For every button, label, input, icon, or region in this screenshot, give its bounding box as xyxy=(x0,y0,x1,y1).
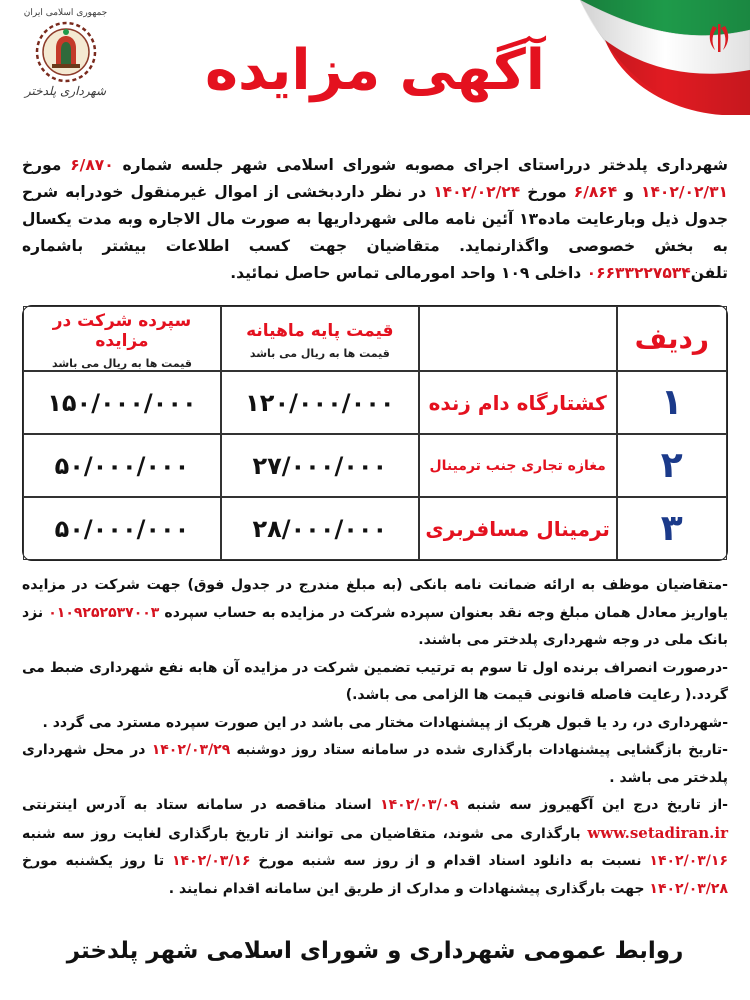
bank-account-number: ۰۱۰۹۲۵۲۵۳۷۰۰۳ xyxy=(48,604,160,621)
session-date-1: ۱۴۰۲/۰۲/۳۱ xyxy=(640,183,728,201)
row-number: ۳ xyxy=(617,497,727,560)
header-monthly-price: قیمت پایه ماهیانه قیمت ها به ریال می باشد xyxy=(221,306,419,371)
page-title: آگهی مزایده xyxy=(204,38,546,103)
setad-website-link[interactable]: www.setadiran.ir xyxy=(587,823,728,842)
municipality-emblem xyxy=(18,8,113,126)
row-deposit: ۱۵۰/۰۰۰/۰۰۰ xyxy=(23,371,221,434)
condition-item: -از تاریخ درج این آگهیروز سه شنبه ۱۴۰۲/۰۳/۰۹ اسناد مناقصه در سامانه ستاد به آدرس اینترنتی www.setadiran.ir بارگذاری می شوند، متقاضیان می توانند از تاریخ بارگذاری لغایت روز سه شنبه ۱۴۰۲/۰۳/۱۶ نسبت به دانلود اسناد اقدام و از روز سه شنبه مورخ ۱۴۰۲/۰۳/۱۶ تا روز یکشنبه مورخ ۱۴۰۲/۰۳/۲۸ جهت بارگذاری پیشنهادات و مدارک از طریق این سامانه اقدام نمایند . xyxy=(22,797,728,897)
header-deposit: سپرده شرکت در مزایده قیمت ها به ریال می باشد xyxy=(23,306,221,371)
row-deposit: ۵۰/۰۰۰/۰۰۰ xyxy=(23,434,221,497)
table-row xyxy=(23,371,727,434)
table-row xyxy=(23,434,727,497)
table-row xyxy=(23,497,727,560)
header-item-title xyxy=(419,306,617,371)
row-title: کشتارگاه دام زنده xyxy=(419,371,617,434)
condition-item: -شهرداری در، رد یا قبول هریک از پیشنهادات مختار می باشد در این صورت سپرده مسترد می گردد . xyxy=(42,714,728,731)
emblem-top-text: جمهوری اسلامی ایران xyxy=(23,8,108,18)
session-date-2: ۱۴۰۲/۰۲/۲۴ xyxy=(433,183,521,201)
row-number: ۱ xyxy=(617,371,727,434)
condition-item: -درصورت انصراف برنده اول تا سوم به ترتیب تضمین شرکت در مزایده آن هابه نفع شهرداری ضبط می گردد.( رعایت فاصله قانونی قیمت ها الزامی می باشد.) xyxy=(22,659,728,703)
auction-table xyxy=(22,305,728,561)
header-row-number: ردیف xyxy=(617,306,727,371)
session-number-2: ۶/۸۶۴ xyxy=(573,183,618,201)
emblem-bottom-text: شهرداری پلدختر xyxy=(24,84,107,98)
row-title: مغازه تجاری جنب ترمینال xyxy=(419,434,617,497)
row-number: ۲ xyxy=(617,434,727,497)
row-price: ۲۷/۰۰۰/۰۰۰ xyxy=(221,434,419,497)
row-deposit: ۵۰/۰۰۰/۰۰۰ xyxy=(23,497,221,560)
opening-date: ۱۴۰۲/۰۳/۲۹ xyxy=(151,742,231,758)
intro-paragraph: شهرداری پلدختر درراستای اجرای مصوبه شورای اسلامی شهر جلسه شماره ۶/۸۷۰ مورخ ۱۴۰۲/۰۲/۳۱ و ۶/۸۶۴ مورخ ۱۴۰۲/۰۲/۲۴ در نظر داردبخشی از اموال غیرمنقول خودرابه شرح جدول ذیل وبارعایت ماده۱۳ آئین نامه مالی شهرداریها به صورت مال الاجاره وبه مدت یکسال به بخش خصوصی واگذارنماید. متقاضیان جهت کسب اطلاعات بیشتر باشماره تلفن۰۶۶۳۳۲۲۷۵۳۴ داخلی ۱۰۹ واحد امورمالی تماس حاصل نمائید. xyxy=(22,156,728,282)
table-header-row xyxy=(23,306,727,371)
conditions-list xyxy=(22,572,728,903)
row-price: ۲۸/۰۰۰/۰۰۰ xyxy=(221,497,419,560)
row-price: ۱۲۰/۰۰۰/۰۰۰ xyxy=(221,371,419,434)
footer-signature: روابط عمومی شهرداری و شورای اسلامی شهر پلدختر xyxy=(66,938,684,964)
phone-number: ۰۶۶۳۳۲۲۷۵۳۴ xyxy=(586,264,691,282)
session-number: ۶/۸۷۰ xyxy=(70,156,114,174)
row-title: ترمینال مسافربری xyxy=(419,497,617,560)
condition-item: -تاریخ بازگشایی پیشنهادات بارگذاری شده در سامانه ستاد روز دوشنبه ۱۴۰۲/۰۳/۲۹ در محل شهرداری پلدختر می باشد . xyxy=(22,742,728,786)
emblem-icon xyxy=(34,20,98,84)
condition-item: -متقاضیان موظف به ارائه ضمانت نامه بانکی (به مبلغ مندرج در جدول فوق) جهت شرکت در مزایده یاواریز معادل همان مبلغ وجه نقد بعنوان سپرده شرکت در مزایده به حساب سپرده ۰۱۰۹۲۵۲۵۳۷۰۰۳ نزد بانک ملی در وجه شهرداری پلدختر می باشند. xyxy=(22,577,729,648)
